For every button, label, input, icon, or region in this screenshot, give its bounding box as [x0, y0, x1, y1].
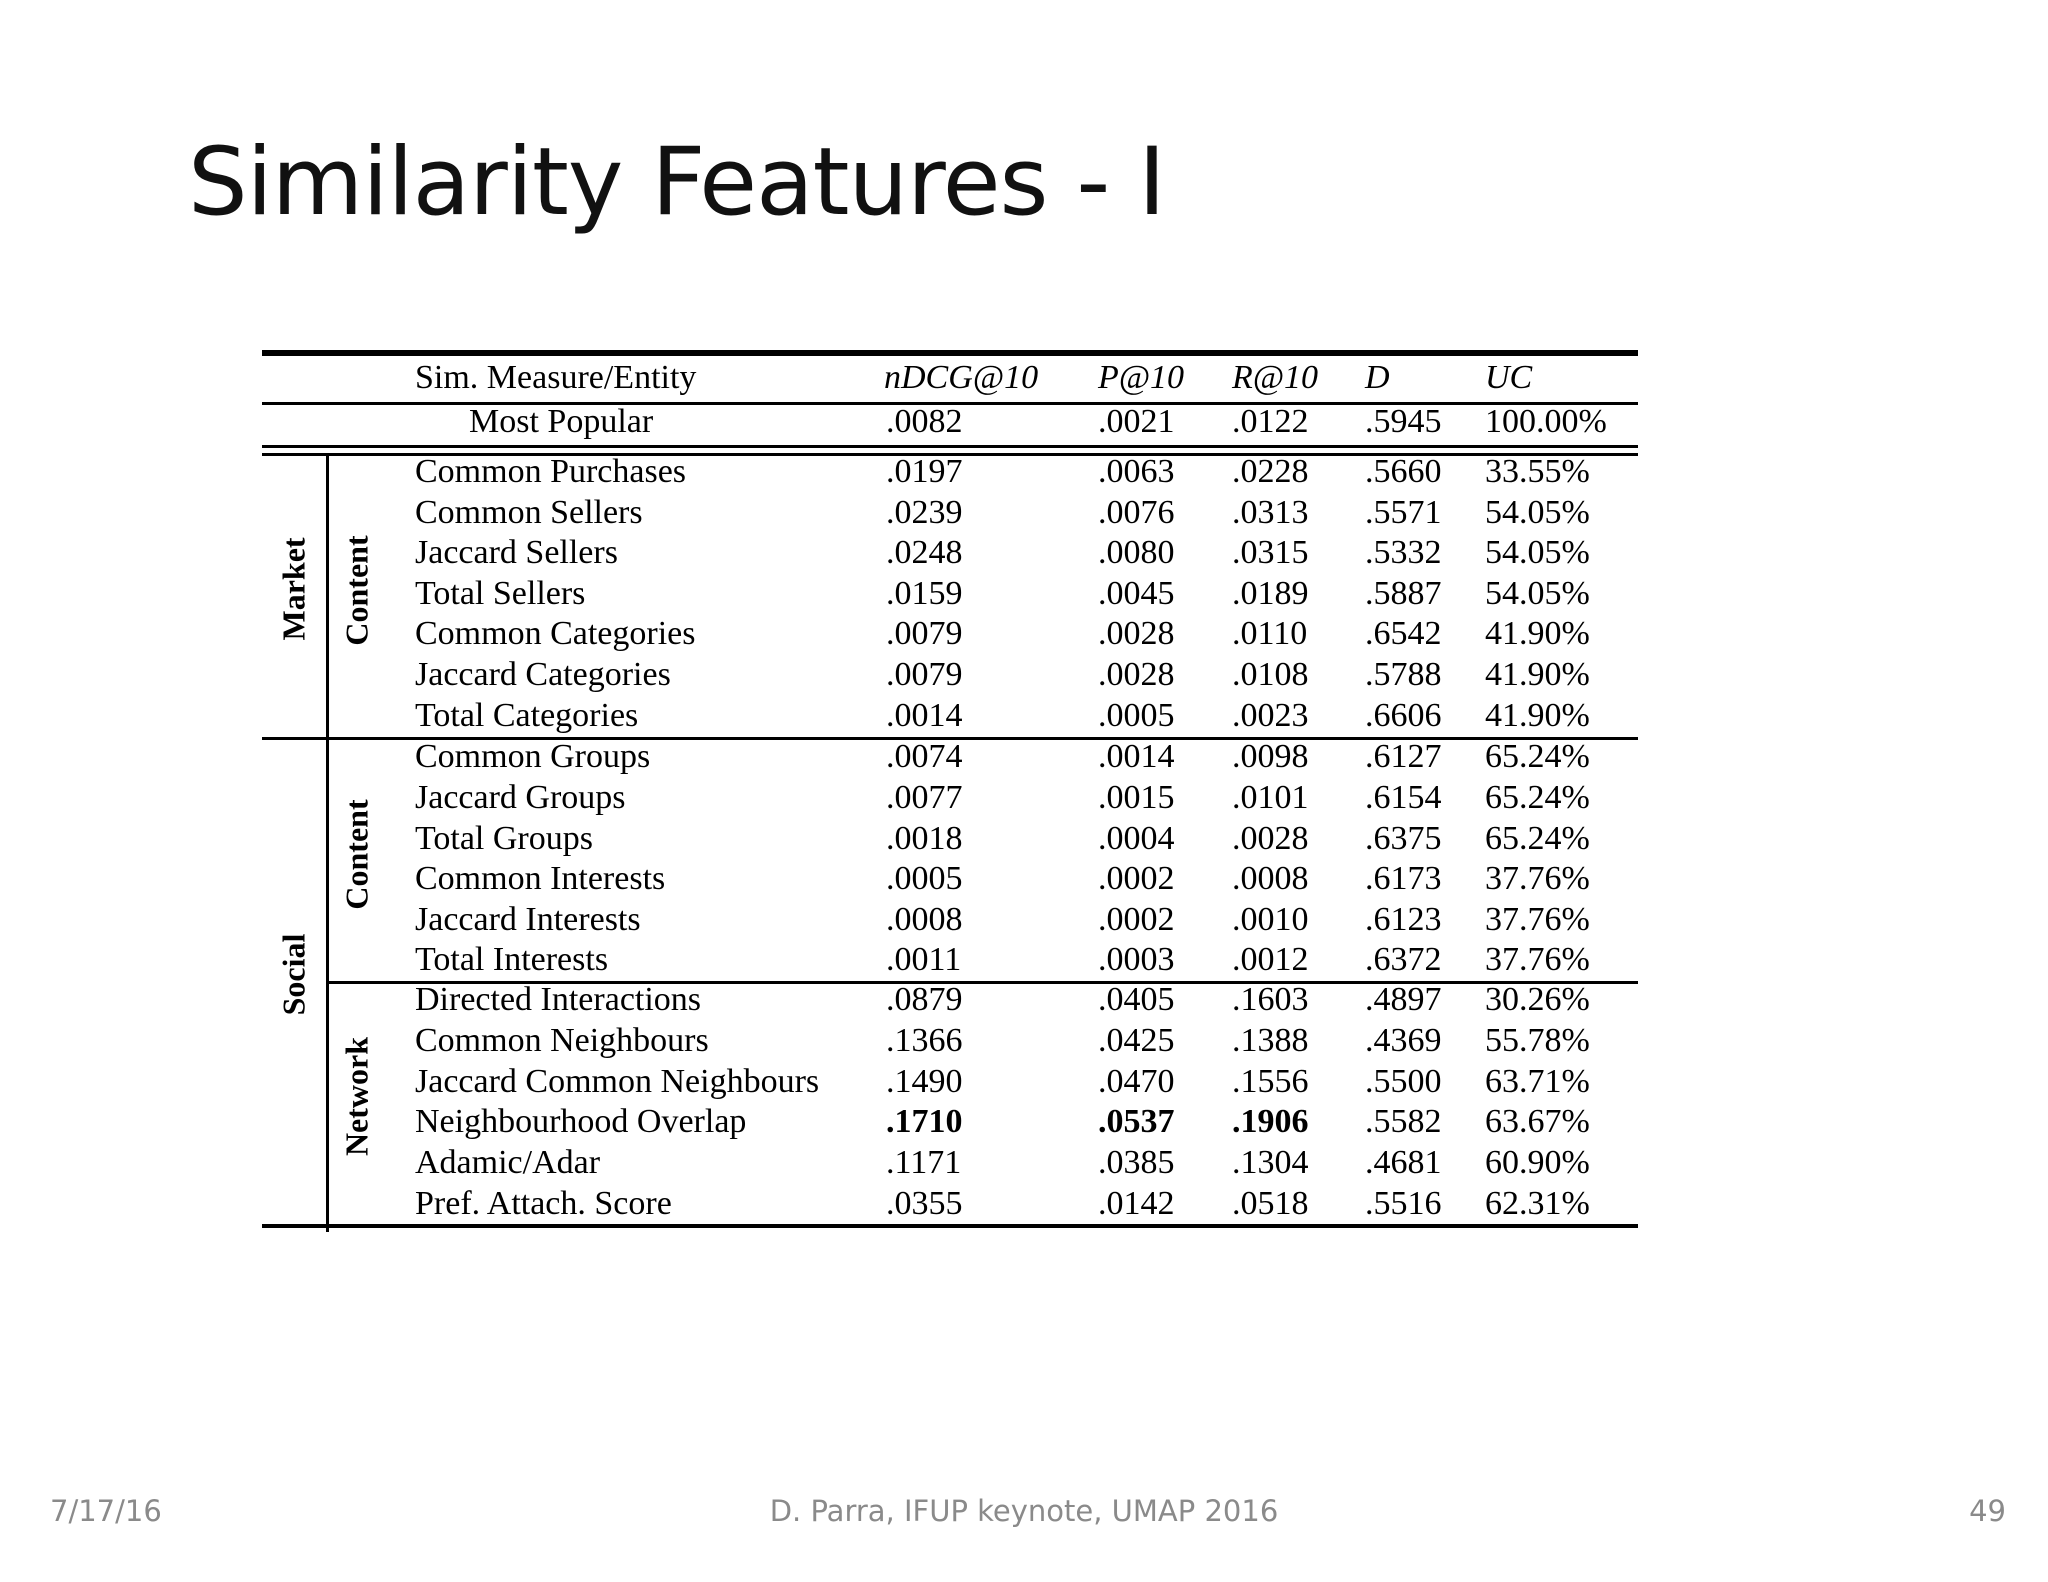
- table-bottom-rule: [262, 1224, 1638, 1228]
- row-d: .5516: [1365, 1185, 1442, 1222]
- row-d: .6123: [1365, 901, 1442, 938]
- row-r: .0010: [1232, 901, 1309, 938]
- table-top-rule: [262, 350, 1638, 356]
- row-r: .0518: [1232, 1185, 1309, 1222]
- footer-date: 7/17/16: [50, 1494, 162, 1528]
- row-d: .5887: [1365, 575, 1442, 612]
- row-uc: 60.90%: [1485, 1144, 1590, 1181]
- row-name: Common Sellers: [415, 494, 643, 531]
- row-name: Common Categories: [415, 615, 696, 652]
- row-ndcg: .0008: [886, 901, 963, 938]
- row-r: .0108: [1232, 656, 1309, 693]
- row-uc: 41.90%: [1485, 697, 1590, 734]
- row-p: .0142: [1098, 1185, 1175, 1222]
- baseline-r: .0122: [1232, 403, 1309, 440]
- row-uc: 63.71%: [1485, 1063, 1590, 1100]
- row-r: .0098: [1232, 738, 1309, 775]
- row-name: Common Neighbours: [415, 1022, 709, 1059]
- row-r: .0012: [1232, 941, 1309, 978]
- group-label-market: Market: [275, 537, 312, 641]
- group-label-social-content: Content: [338, 799, 375, 910]
- row-name: Jaccard Categories: [415, 656, 671, 693]
- baseline-name: Most Popular: [469, 403, 654, 440]
- row-ndcg: .0197: [886, 453, 963, 490]
- row-name: Total Sellers: [415, 575, 586, 612]
- row-r: .0023: [1232, 697, 1309, 734]
- group-label-market-content: Content: [338, 535, 375, 646]
- group-label-social: Social: [275, 933, 312, 1016]
- row-r: .0315: [1232, 534, 1309, 571]
- row-uc: 54.05%: [1485, 534, 1590, 571]
- row-p: .0080: [1098, 534, 1175, 571]
- row-uc: 62.31%: [1485, 1185, 1590, 1222]
- row-ndcg: .0005: [886, 860, 963, 897]
- row-d: .5571: [1365, 494, 1442, 531]
- row-r: .0101: [1232, 779, 1309, 816]
- row-ndcg: .0077: [886, 779, 963, 816]
- row-p: .0015: [1098, 779, 1175, 816]
- row-ndcg: .0079: [886, 615, 963, 652]
- row-p: .0425: [1098, 1022, 1175, 1059]
- row-ndcg: .1171: [886, 1144, 962, 1181]
- row-uc: 65.24%: [1485, 820, 1590, 857]
- row-ndcg: .0879: [886, 981, 963, 1018]
- row-r: .0008: [1232, 860, 1309, 897]
- row-name: Adamic/Adar: [415, 1144, 601, 1181]
- row-p: .0028: [1098, 656, 1175, 693]
- row-p: .0028: [1098, 615, 1175, 652]
- results-table: [262, 350, 1638, 1232]
- row-d: .6375: [1365, 820, 1442, 857]
- row-uc: 65.24%: [1485, 779, 1590, 816]
- baseline-ndcg: .0082: [886, 403, 963, 440]
- row-ndcg: .0239: [886, 494, 963, 531]
- row-p: .0004: [1098, 820, 1175, 857]
- row-d: .6127: [1365, 738, 1442, 775]
- row-p: .0003: [1098, 941, 1175, 978]
- row-name: Total Categories: [415, 697, 639, 734]
- row-uc: 33.55%: [1485, 453, 1590, 490]
- row-uc: 30.26%: [1485, 981, 1590, 1018]
- row-ndcg: .1490: [886, 1063, 963, 1100]
- row-uc: 41.90%: [1485, 656, 1590, 693]
- row-p: .0005: [1098, 697, 1175, 734]
- row-name: Neighbourhood Overlap: [415, 1103, 747, 1140]
- row-d: .4681: [1365, 1144, 1442, 1181]
- header-d: D: [1365, 359, 1390, 396]
- row-r: .1556: [1232, 1063, 1309, 1100]
- row-ndcg: .0011: [886, 941, 962, 978]
- row-d: .4369: [1365, 1022, 1442, 1059]
- row-name: Common Interests: [415, 860, 666, 897]
- row-r: .1388: [1232, 1022, 1309, 1059]
- row-r: .0313: [1232, 494, 1309, 531]
- row-r: .0110: [1232, 615, 1308, 652]
- row-r: .0228: [1232, 453, 1309, 490]
- row-name: Jaccard Interests: [415, 901, 641, 938]
- group-divider: [326, 454, 329, 1232]
- row-d: .6173: [1365, 860, 1442, 897]
- row-uc: 65.24%: [1485, 738, 1590, 775]
- row-d: .6154: [1365, 779, 1442, 816]
- baseline-d: .5945: [1365, 403, 1442, 440]
- row-d: .4897: [1365, 981, 1442, 1018]
- row-p: .0014: [1098, 738, 1175, 775]
- row-name: Total Interests: [415, 941, 609, 978]
- baseline-double-rule-a: [262, 445, 1638, 448]
- row-name: Common Purchases: [415, 453, 687, 490]
- row-d: .6542: [1365, 615, 1442, 652]
- row-p: .0045: [1098, 575, 1175, 612]
- group-label-social-network: Network: [338, 1036, 375, 1157]
- row-ndcg: .1366: [886, 1022, 963, 1059]
- row-name: Total Groups: [415, 820, 593, 857]
- row-uc: 37.76%: [1485, 941, 1590, 978]
- row-name: Jaccard Common Neighbours: [415, 1063, 820, 1100]
- row-d: .5332: [1365, 534, 1442, 571]
- row-name: Common Groups: [415, 738, 651, 775]
- page-number: 49: [1969, 1494, 2006, 1528]
- row-d: .6606: [1365, 697, 1442, 734]
- row-r: .1603: [1232, 981, 1309, 1018]
- row-uc: 63.67%: [1485, 1103, 1590, 1140]
- row-name: Jaccard Groups: [415, 779, 626, 816]
- baseline-p: .0021: [1098, 403, 1175, 440]
- baseline-uc: 100.00%: [1485, 403, 1607, 440]
- row-r: .1304: [1232, 1144, 1309, 1181]
- row-ndcg: .0014: [886, 697, 963, 734]
- row-p: .0385: [1098, 1144, 1175, 1181]
- footer-credit: D. Parra, IFUP keynote, UMAP 2016: [769, 1494, 1279, 1528]
- row-ndcg: .0074: [886, 738, 963, 775]
- header-r: R@10: [1232, 359, 1319, 396]
- header-measure: Sim. Measure/Entity: [415, 359, 697, 396]
- row-d: .5788: [1365, 656, 1442, 693]
- row-p: .0405: [1098, 981, 1175, 1018]
- row-name: Pref. Attach. Score: [415, 1185, 672, 1222]
- row-ndcg-best: .1710: [886, 1103, 963, 1140]
- header-uc: UC: [1485, 359, 1533, 396]
- row-r-best: .1906: [1232, 1103, 1309, 1140]
- row-name: Jaccard Sellers: [415, 534, 618, 571]
- row-d: .5500: [1365, 1063, 1442, 1100]
- row-uc: 55.78%: [1485, 1022, 1590, 1059]
- row-p: .0470: [1098, 1063, 1175, 1100]
- row-d: .6372: [1365, 941, 1442, 978]
- row-p-best: .0537: [1098, 1103, 1175, 1140]
- header-ndcg: nDCG@10: [884, 359, 1039, 396]
- row-uc: 54.05%: [1485, 575, 1590, 612]
- row-p: .0063: [1098, 453, 1175, 490]
- row-ndcg: .0079: [886, 656, 963, 693]
- row-ndcg: .0018: [886, 820, 963, 857]
- row-uc: 41.90%: [1485, 615, 1590, 652]
- row-d: .5582: [1365, 1103, 1442, 1140]
- header-p: P@10: [1098, 359, 1185, 396]
- row-r: .0028: [1232, 820, 1309, 857]
- row-d: .5660: [1365, 453, 1442, 490]
- row-p: .0002: [1098, 901, 1175, 938]
- row-uc: 37.76%: [1485, 860, 1590, 897]
- row-ndcg: .0248: [886, 534, 963, 571]
- row-p: .0076: [1098, 494, 1175, 531]
- row-ndcg: .0159: [886, 575, 963, 612]
- row-p: .0002: [1098, 860, 1175, 897]
- slide-title: Similarity Features - I: [188, 128, 1165, 237]
- row-r: .0189: [1232, 575, 1309, 612]
- row-ndcg: .0355: [886, 1185, 963, 1222]
- row-uc: 37.76%: [1485, 901, 1590, 938]
- row-name: Directed Interactions: [415, 981, 702, 1018]
- row-uc: 54.05%: [1485, 494, 1590, 531]
